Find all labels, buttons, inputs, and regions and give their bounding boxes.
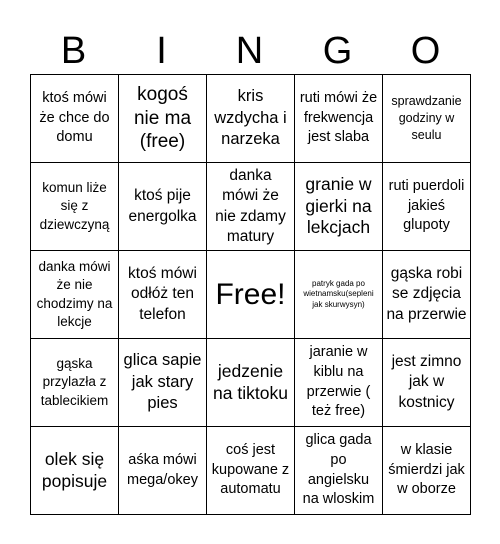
bingo-cell[interactable]: coś jest kupowane z automatu	[207, 427, 295, 515]
bingo-cell[interactable]: aśka mówi mega/okey	[119, 427, 207, 515]
bingo-cell[interactable]: gąska robi se zdjęcia na przerwie	[383, 251, 471, 339]
bingo-cell[interactable]: gąska przylazła z tablecikiem	[31, 339, 119, 427]
bingo-cell[interactable]: danka mówi że nie chodzimy na lekcje	[31, 251, 119, 339]
bingo-cell[interactable]: jedzenie na tiktoku	[207, 339, 295, 427]
header-letter-o: O	[410, 30, 442, 72]
header-letter-n: N	[235, 30, 265, 72]
bingo-cell[interactable]: glica sapie jak stary pies	[119, 339, 207, 427]
bingo-cell[interactable]: ktoś mówi odłóż ten telefon	[119, 251, 207, 339]
bingo-cell[interactable]: glica gada po angielsku na wloskim	[295, 427, 383, 515]
bingo-cell[interactable]: w klasie śmierdzi jak w oborze	[383, 427, 471, 515]
bingo-cell[interactable]: ktoś pije energolka	[119, 163, 207, 251]
bingo-cell[interactable]: ktoś mówi że chce do domu	[31, 75, 119, 163]
free-space-cell[interactable]: Free!	[207, 251, 295, 339]
bingo-cell[interactable]: jest zimno jak w kostnicy	[383, 339, 471, 427]
bingo-cell[interactable]: kris wzdycha i narzeka	[207, 75, 295, 163]
bingo-cell[interactable]: olek się popisuje	[31, 427, 119, 515]
bingo-header	[30, 28, 470, 74]
bingo-cell[interactable]: sprawdzanie godziny w seulu	[383, 75, 471, 163]
bingo-cell[interactable]: patryk gada po wietnamsku(sepleni jak skurwysyn)	[295, 251, 383, 339]
header-letter-b: B	[60, 30, 88, 72]
header-letter-g: G	[322, 30, 354, 72]
bingo-cell[interactable]: kogoś nie ma (free)	[119, 75, 207, 163]
header-letter-i: I	[156, 30, 168, 72]
bingo-cell[interactable]: danka mówi że nie zdamy matury	[207, 163, 295, 251]
bingo-cell[interactable]: granie w gierki na lekcjach	[295, 163, 383, 251]
bingo-cell[interactable]: jaranie w kiblu na przerwie ( też free)	[295, 339, 383, 427]
bingo-grid	[30, 74, 471, 515]
bingo-cell[interactable]: ruti puerdoli jakieś glupoty	[383, 163, 471, 251]
bingo-cell[interactable]: ruti mówi że frekwencja jest slaba	[295, 75, 383, 163]
bingo-cell[interactable]: komun liże się z dziewczyną	[31, 163, 119, 251]
